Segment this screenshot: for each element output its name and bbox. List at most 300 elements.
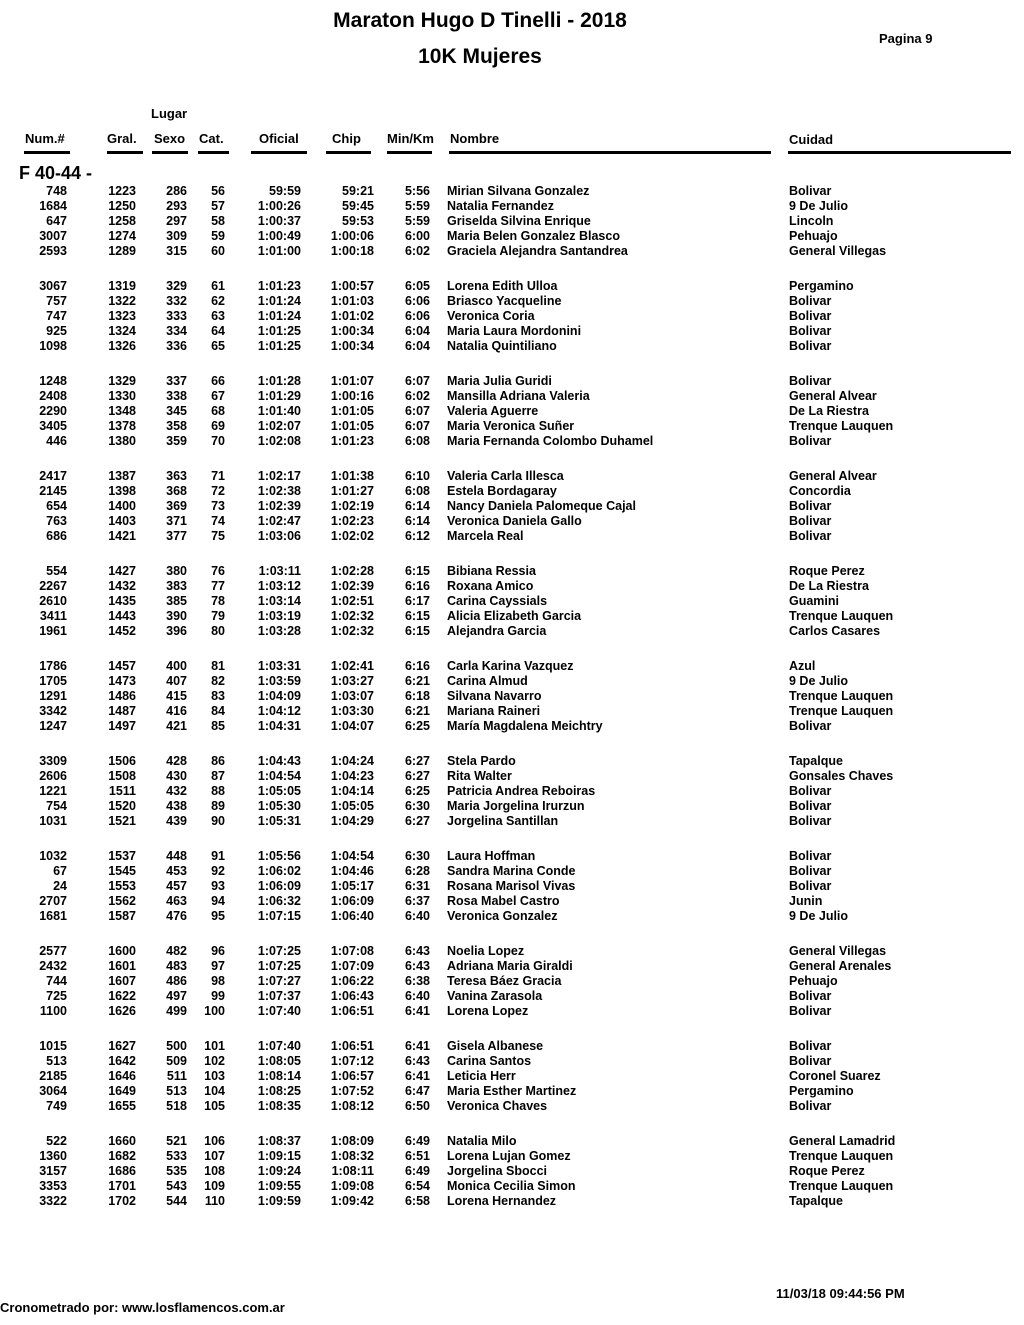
chip-underline bbox=[326, 151, 371, 154]
table-row bbox=[0, 894, 1024, 909]
category-place: 85 bbox=[211, 719, 225, 733]
runner-name: Carina Cayssials bbox=[447, 594, 548, 608]
bib-number: 1032 bbox=[39, 849, 67, 863]
pace: 6:43 bbox=[404, 1054, 430, 1068]
official-time: 1:07:27 bbox=[257, 974, 301, 988]
category-place: 95 bbox=[211, 909, 225, 923]
table-row bbox=[0, 1164, 1024, 1179]
runner-city: De La Riestra bbox=[789, 404, 869, 418]
chip-time: 1:00:18 bbox=[330, 244, 374, 258]
general-place: 1326 bbox=[108, 339, 136, 353]
general-place: 1627 bbox=[108, 1039, 136, 1053]
gender-place: 358 bbox=[166, 419, 187, 433]
pace: 6:28 bbox=[404, 864, 430, 878]
pace: 6:06 bbox=[404, 309, 430, 323]
pace: 6:04 bbox=[404, 339, 430, 353]
official-time: 1:03:31 bbox=[257, 659, 301, 673]
category-place: 74 bbox=[211, 514, 225, 528]
table-row bbox=[0, 659, 1024, 674]
table-row bbox=[0, 199, 1024, 214]
runner-name: Natalia Fernandez bbox=[447, 199, 554, 213]
bib-number: 3157 bbox=[39, 1164, 67, 1178]
print-timestamp: 11/03/18 09:44:56 PM bbox=[776, 1286, 905, 1301]
official-time: 1:08:37 bbox=[257, 1134, 301, 1148]
runner-city: Trenque Lauquen bbox=[789, 419, 894, 433]
gender-place: 518 bbox=[166, 1099, 187, 1113]
runner-city: Bolivar bbox=[789, 799, 832, 813]
category-place: 90 bbox=[211, 814, 225, 828]
result-group bbox=[0, 564, 1024, 639]
table-row bbox=[0, 579, 1024, 594]
gender-place: 333 bbox=[166, 309, 187, 323]
official-time: 1:04:31 bbox=[257, 719, 301, 733]
category-place: 84 bbox=[211, 704, 225, 718]
category-place: 83 bbox=[211, 689, 225, 703]
pace: 6:30 bbox=[404, 799, 430, 813]
category-place: 64 bbox=[211, 324, 225, 338]
runner-name: Mirian Silvana Gonzalez bbox=[447, 184, 590, 198]
pace: 6:04 bbox=[404, 324, 430, 338]
chip-time: 1:02:51 bbox=[330, 594, 374, 608]
bib-number: 2577 bbox=[39, 944, 67, 958]
runner-name: Graciela Alejandra Santandrea bbox=[447, 244, 628, 258]
table-row bbox=[0, 529, 1024, 544]
bib-number: 763 bbox=[46, 514, 67, 528]
runner-name: Monica Cecilia Simon bbox=[447, 1179, 576, 1193]
runner-city: Bolivar bbox=[789, 719, 832, 733]
bib-number: 2432 bbox=[39, 959, 67, 973]
gender-place: 438 bbox=[166, 799, 187, 813]
runner-name: Rosa Mabel Castro bbox=[447, 894, 560, 908]
bib-number: 67 bbox=[53, 864, 67, 878]
category-place: 87 bbox=[211, 769, 225, 783]
general-place: 1626 bbox=[108, 1004, 136, 1018]
gender-place: 500 bbox=[166, 1039, 187, 1053]
general-place: 1427 bbox=[108, 564, 136, 578]
table-row bbox=[0, 499, 1024, 514]
runner-name: Teresa Báez Gracia bbox=[447, 974, 562, 988]
general-place: 1642 bbox=[108, 1054, 136, 1068]
ciudad-header: Cuidad bbox=[789, 132, 834, 147]
official-time: 1:02:39 bbox=[257, 499, 301, 513]
category-place: 108 bbox=[204, 1164, 225, 1178]
category-place: 96 bbox=[211, 944, 225, 958]
runner-name: Carina Santos bbox=[447, 1054, 532, 1068]
page-number: Pagina 9 bbox=[879, 31, 933, 46]
chip-time: 1:03:07 bbox=[330, 689, 374, 703]
pace: 6:38 bbox=[404, 974, 430, 988]
pace: 6:21 bbox=[404, 704, 430, 718]
runner-name: Mariana Raineri bbox=[447, 704, 541, 718]
general-place: 1508 bbox=[108, 769, 136, 783]
gender-place: 336 bbox=[166, 339, 187, 353]
result-group bbox=[0, 659, 1024, 734]
table-row bbox=[0, 989, 1024, 1004]
runner-city: General Alvear bbox=[789, 469, 877, 483]
category-place: 61 bbox=[211, 279, 225, 293]
chip-time: 1:01:23 bbox=[330, 434, 374, 448]
gral-underline bbox=[107, 151, 143, 154]
runner-name: Sandra Marina Conde bbox=[447, 864, 576, 878]
runner-name: Noelia Lopez bbox=[447, 944, 525, 958]
bib-number: 754 bbox=[46, 799, 67, 813]
category-place: 93 bbox=[211, 879, 225, 893]
gender-place: 521 bbox=[166, 1134, 187, 1148]
bib-number: 446 bbox=[46, 434, 67, 448]
bib-number: 686 bbox=[46, 529, 67, 543]
chip-time: 1:03:30 bbox=[330, 704, 374, 718]
category-place: 68 bbox=[211, 404, 225, 418]
gender-place: 407 bbox=[166, 674, 187, 688]
category-place: 63 bbox=[211, 309, 225, 323]
bib-number: 3309 bbox=[39, 754, 67, 768]
pace: 6:18 bbox=[404, 689, 430, 703]
chip-time: 1:01:02 bbox=[330, 309, 374, 323]
pace: 6:49 bbox=[404, 1134, 430, 1148]
official-time: 1:01:24 bbox=[257, 309, 301, 323]
official-time: 1:01:25 bbox=[257, 324, 301, 338]
pace: 6:54 bbox=[404, 1179, 430, 1193]
table-row bbox=[0, 419, 1024, 434]
num-underline bbox=[24, 151, 70, 154]
runner-name: Veronica Coria bbox=[447, 309, 535, 323]
ciudad-underline bbox=[788, 151, 1011, 154]
runner-city: General Alvear bbox=[789, 389, 877, 403]
category-place: 88 bbox=[211, 784, 225, 798]
official-time: 1:03:06 bbox=[257, 529, 301, 543]
cat-header: Cat. bbox=[199, 131, 224, 146]
bib-number: 2290 bbox=[39, 404, 67, 418]
official-time: 1:03:19 bbox=[257, 609, 301, 623]
general-place: 1601 bbox=[108, 959, 136, 973]
gender-place: 309 bbox=[166, 229, 187, 243]
category-place: 107 bbox=[204, 1149, 225, 1163]
bib-number: 3342 bbox=[39, 704, 67, 718]
general-place: 1506 bbox=[108, 754, 136, 768]
runner-city: Bolivar bbox=[789, 989, 832, 1003]
bib-number: 1015 bbox=[39, 1039, 67, 1053]
chip-time: 1:02:41 bbox=[330, 659, 374, 673]
pace: 6:40 bbox=[404, 909, 430, 923]
cat-underline bbox=[198, 151, 229, 154]
general-place: 1329 bbox=[108, 374, 136, 388]
runner-city: Bolivar bbox=[789, 514, 832, 528]
runner-city: 9 De Julio bbox=[789, 199, 849, 213]
gender-place: 286 bbox=[166, 184, 187, 198]
category-place: 65 bbox=[211, 339, 225, 353]
runner-name: Lorena Edith Ulloa bbox=[447, 279, 558, 293]
runner-city: Bolivar bbox=[789, 1099, 832, 1113]
chip-time: 1:01:05 bbox=[330, 419, 374, 433]
table-row bbox=[0, 404, 1024, 419]
category-place: 79 bbox=[211, 609, 225, 623]
runner-city: Pehuajo bbox=[789, 229, 838, 243]
runner-city: Bolivar bbox=[789, 499, 832, 513]
general-place: 1607 bbox=[108, 974, 136, 988]
gender-place: 430 bbox=[166, 769, 187, 783]
chip-time: 1:07:12 bbox=[330, 1054, 374, 1068]
bib-number: 2606 bbox=[39, 769, 67, 783]
pace: 6:47 bbox=[404, 1084, 430, 1098]
table-row bbox=[0, 389, 1024, 404]
general-place: 1378 bbox=[108, 419, 136, 433]
result-group bbox=[0, 469, 1024, 544]
pace: 6:07 bbox=[404, 374, 430, 388]
runner-name: Briasco Yacqueline bbox=[447, 294, 562, 308]
official-time: 1:01:40 bbox=[257, 404, 301, 418]
general-place: 1400 bbox=[108, 499, 136, 513]
gender-place: 432 bbox=[166, 784, 187, 798]
chip-time: 1:04:24 bbox=[330, 754, 374, 768]
chip-time: 1:04:23 bbox=[330, 769, 374, 783]
gender-place: 371 bbox=[166, 514, 187, 528]
chip-time: 59:45 bbox=[342, 199, 374, 213]
general-place: 1274 bbox=[108, 229, 136, 243]
category-place: 56 bbox=[211, 184, 225, 198]
gender-place: 332 bbox=[166, 294, 187, 308]
chip-time: 1:04:07 bbox=[330, 719, 374, 733]
category-place: 70 bbox=[211, 434, 225, 448]
chip-time: 1:06:43 bbox=[330, 989, 374, 1003]
pace: 6:08 bbox=[404, 434, 430, 448]
gender-place: 337 bbox=[166, 374, 187, 388]
pace: 6:27 bbox=[404, 814, 430, 828]
table-row bbox=[0, 184, 1024, 199]
general-place: 1223 bbox=[108, 184, 136, 198]
table-row bbox=[0, 879, 1024, 894]
category-place: 89 bbox=[211, 799, 225, 813]
general-place: 1655 bbox=[108, 1099, 136, 1113]
runner-city: General Villegas bbox=[789, 244, 887, 258]
table-row bbox=[0, 814, 1024, 829]
minkm-header: Min/Km bbox=[387, 131, 434, 146]
table-row bbox=[0, 959, 1024, 974]
bib-number: 1961 bbox=[39, 624, 67, 638]
chip-time: 1:07:09 bbox=[330, 959, 374, 973]
bib-number: 3322 bbox=[39, 1194, 67, 1208]
pace: 6:14 bbox=[404, 514, 430, 528]
runner-name: Mansilla Adriana Valeria bbox=[447, 389, 590, 403]
general-place: 1553 bbox=[108, 879, 136, 893]
pace: 6:16 bbox=[404, 659, 430, 673]
chip-time: 1:04:54 bbox=[330, 849, 374, 863]
table-row bbox=[0, 719, 1024, 734]
category-place: 100 bbox=[204, 1004, 225, 1018]
official-time: 1:07:40 bbox=[257, 1004, 301, 1018]
num-header: Num.# bbox=[25, 131, 65, 146]
general-place: 1443 bbox=[108, 609, 136, 623]
gender-place: 448 bbox=[166, 849, 187, 863]
category-place: 103 bbox=[204, 1069, 225, 1083]
category-place: 69 bbox=[211, 419, 225, 433]
pace: 6:27 bbox=[404, 754, 430, 768]
runner-city: Coronel Suarez bbox=[789, 1069, 881, 1083]
bib-number: 1681 bbox=[39, 909, 67, 923]
general-place: 1473 bbox=[108, 674, 136, 688]
pace: 6:00 bbox=[404, 229, 430, 243]
official-time: 1:00:26 bbox=[257, 199, 301, 213]
general-place: 1511 bbox=[108, 784, 136, 798]
gender-place: 535 bbox=[166, 1164, 187, 1178]
bib-number: 1221 bbox=[39, 784, 67, 798]
runner-name: Nancy Daniela Palomeque Cajal bbox=[447, 499, 636, 513]
bib-number: 647 bbox=[46, 214, 67, 228]
runner-city: Bolivar bbox=[789, 784, 832, 798]
chip-time: 1:04:29 bbox=[330, 814, 374, 828]
gender-place: 377 bbox=[166, 529, 187, 543]
runner-name: Veronica Gonzalez bbox=[447, 909, 558, 923]
general-place: 1649 bbox=[108, 1084, 136, 1098]
official-time: 1:04:43 bbox=[257, 754, 301, 768]
runner-name: Patricia Andrea Reboiras bbox=[447, 784, 596, 798]
official-time: 1:06:32 bbox=[257, 894, 301, 908]
bib-number: 2267 bbox=[39, 579, 67, 593]
runner-city: De La Riestra bbox=[789, 579, 869, 593]
runner-city: Trenque Lauquen bbox=[789, 1179, 894, 1193]
runner-city: General Villegas bbox=[789, 944, 887, 958]
runner-city: Roque Perez bbox=[789, 1164, 865, 1178]
oficial-header: Oficial bbox=[259, 131, 299, 146]
table-row bbox=[0, 564, 1024, 579]
runner-city: 9 De Julio bbox=[789, 909, 849, 923]
gender-place: 421 bbox=[166, 719, 187, 733]
bib-number: 2408 bbox=[39, 389, 67, 403]
results-table bbox=[0, 184, 1024, 1229]
general-place: 1435 bbox=[108, 594, 136, 608]
gender-place: 380 bbox=[166, 564, 187, 578]
chip-time: 1:07:52 bbox=[330, 1084, 374, 1098]
general-place: 1622 bbox=[108, 989, 136, 1003]
runner-name: Roxana Amico bbox=[447, 579, 534, 593]
general-place: 1403 bbox=[108, 514, 136, 528]
pace: 5:59 bbox=[404, 214, 430, 228]
gender-place: 453 bbox=[166, 864, 187, 878]
bib-number: 3064 bbox=[39, 1084, 67, 1098]
runner-city: 9 De Julio bbox=[789, 674, 849, 688]
table-row bbox=[0, 1149, 1024, 1164]
category-place: 62 bbox=[211, 294, 225, 308]
bib-number: 513 bbox=[46, 1054, 67, 1068]
bib-number: 749 bbox=[46, 1099, 67, 1113]
official-time: 1:07:37 bbox=[257, 989, 301, 1003]
category-place: 98 bbox=[211, 974, 225, 988]
runner-city: Bolivar bbox=[789, 324, 832, 338]
chip-time: 1:04:14 bbox=[330, 784, 374, 798]
table-row bbox=[0, 864, 1024, 879]
runner-city: Bolivar bbox=[789, 434, 832, 448]
gender-place: 368 bbox=[166, 484, 187, 498]
official-time: 1:09:55 bbox=[257, 1179, 301, 1193]
general-place: 1521 bbox=[108, 814, 136, 828]
official-time: 1:07:25 bbox=[257, 944, 301, 958]
official-time: 1:08:25 bbox=[257, 1084, 301, 1098]
chip-header: Chip bbox=[332, 131, 361, 146]
runner-name: Veronica Daniela Gallo bbox=[447, 514, 582, 528]
chip-time: 1:09:42 bbox=[330, 1194, 374, 1208]
runner-city: Trenque Lauquen bbox=[789, 689, 894, 703]
category-place: 102 bbox=[204, 1054, 225, 1068]
chip-time: 59:21 bbox=[342, 184, 374, 198]
gender-place: 369 bbox=[166, 499, 187, 513]
runner-city: Lincoln bbox=[789, 214, 834, 228]
gender-place: 359 bbox=[166, 434, 187, 448]
category-place: 59 bbox=[211, 229, 225, 243]
gender-place: 415 bbox=[166, 689, 187, 703]
general-place: 1701 bbox=[108, 1179, 136, 1193]
general-place: 1520 bbox=[108, 799, 136, 813]
official-time: 1:04:12 bbox=[257, 704, 301, 718]
chip-time: 1:02:32 bbox=[330, 624, 374, 638]
official-time: 1:03:11 bbox=[258, 564, 301, 578]
result-group bbox=[0, 754, 1024, 829]
runner-city: Guamini bbox=[789, 594, 840, 608]
chip-time: 1:02:32 bbox=[330, 609, 374, 623]
chip-time: 1:01:03 bbox=[330, 294, 374, 308]
pace: 6:06 bbox=[404, 294, 430, 308]
minkm-underline bbox=[387, 151, 432, 154]
runner-city: Pergamino bbox=[789, 1084, 854, 1098]
general-place: 1322 bbox=[108, 294, 136, 308]
bib-number: 3067 bbox=[39, 279, 67, 293]
runner-city: Bolivar bbox=[789, 864, 832, 878]
table-row bbox=[0, 784, 1024, 799]
bib-number: 925 bbox=[46, 324, 67, 338]
chip-time: 1:05:05 bbox=[330, 799, 374, 813]
runner-name: Leticia Herr bbox=[447, 1069, 516, 1083]
runner-name: Maria Veronica Suñer bbox=[447, 419, 575, 433]
runner-name: Natalia Milo bbox=[447, 1134, 517, 1148]
pace: 6:27 bbox=[404, 769, 430, 783]
official-time: 1:07:25 bbox=[257, 959, 301, 973]
runner-name: Natalia Quintiliano bbox=[447, 339, 557, 353]
bib-number: 748 bbox=[46, 184, 67, 198]
pace: 6:07 bbox=[404, 404, 430, 418]
result-group bbox=[0, 184, 1024, 259]
official-time: 1:01:23 bbox=[257, 279, 301, 293]
table-row bbox=[0, 944, 1024, 959]
runner-city: Bolivar bbox=[789, 814, 832, 828]
category-place: 66 bbox=[211, 374, 225, 388]
gender-place: 511 bbox=[166, 1069, 187, 1083]
table-row bbox=[0, 799, 1024, 814]
bib-number: 1247 bbox=[39, 719, 67, 733]
pace: 6:41 bbox=[404, 1069, 430, 1083]
runner-name: Maria Belen Gonzalez Blasco bbox=[447, 229, 620, 243]
pace: 6:58 bbox=[404, 1194, 430, 1208]
general-place: 1562 bbox=[108, 894, 136, 908]
pace: 6:41 bbox=[404, 1004, 430, 1018]
category-place: 92 bbox=[211, 864, 225, 878]
runner-city: Pehuajo bbox=[789, 974, 838, 988]
pace: 6:17 bbox=[404, 594, 430, 608]
runner-city: General Arenales bbox=[789, 959, 892, 973]
bib-number: 3405 bbox=[39, 419, 67, 433]
gender-place: 428 bbox=[166, 754, 187, 768]
runner-city: Bolivar bbox=[789, 1004, 832, 1018]
category-place: 94 bbox=[211, 894, 225, 908]
bib-number: 2145 bbox=[39, 484, 67, 498]
runner-city: Trenque Lauquen bbox=[789, 1149, 894, 1163]
official-time: 1:09:24 bbox=[257, 1164, 301, 1178]
official-time: 1:05:31 bbox=[257, 814, 301, 828]
bib-number: 1360 bbox=[39, 1149, 67, 1163]
lugar-header: Lugar bbox=[151, 106, 188, 121]
runner-name: Valeria Carla Illesca bbox=[447, 469, 564, 483]
runner-name: Laura Hoffman bbox=[447, 849, 536, 863]
chip-time: 1:08:11 bbox=[331, 1164, 374, 1178]
gender-place: 457 bbox=[166, 879, 187, 893]
category-place: 97 bbox=[211, 959, 225, 973]
